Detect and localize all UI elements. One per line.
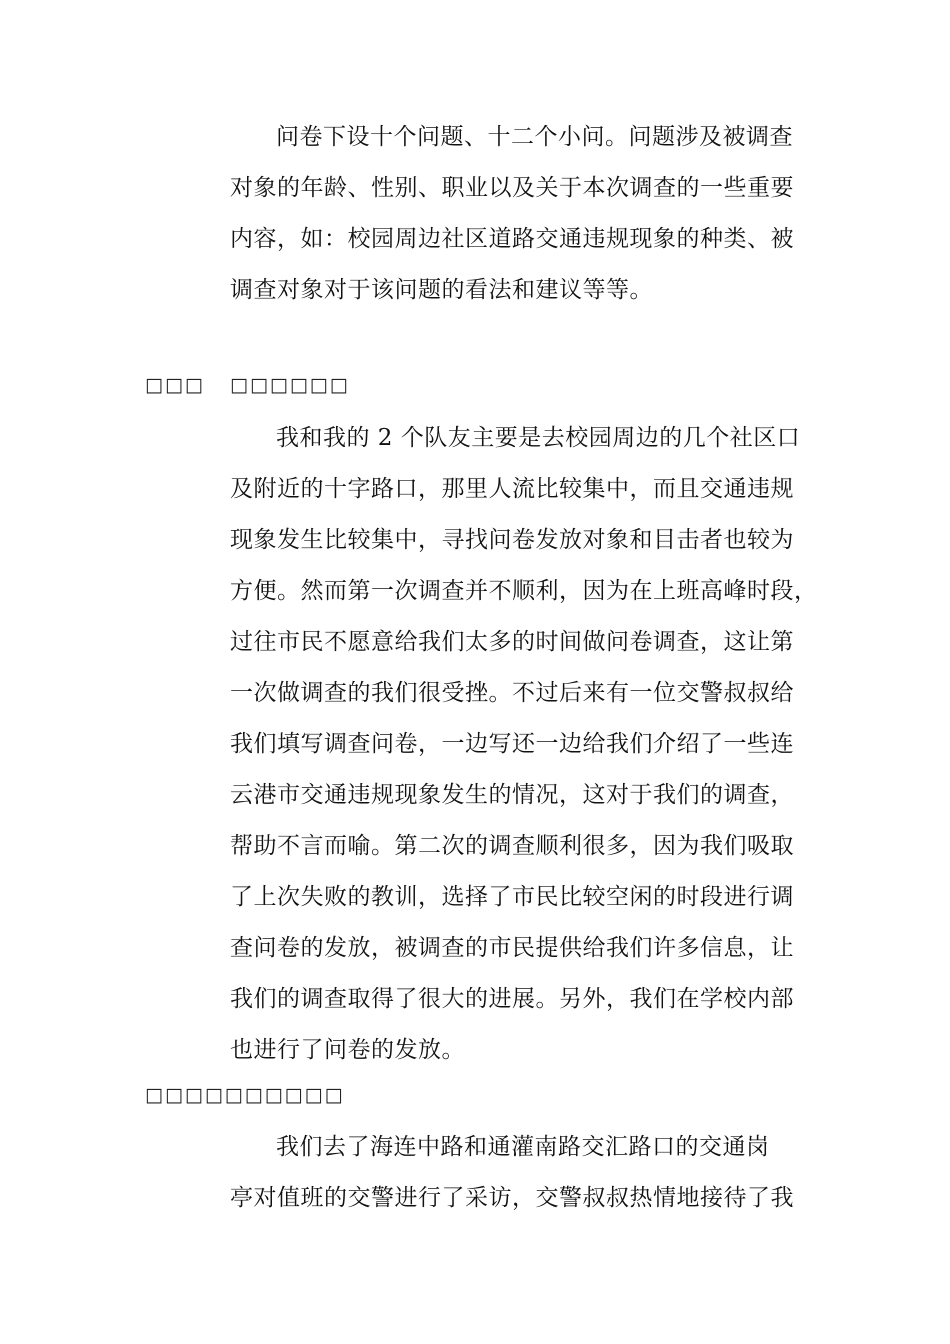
paragraph-line: 了上次失败的教训，选择了市民比较空闲的时段进行调 <box>230 884 794 910</box>
section-heading <box>145 373 350 397</box>
section-heading <box>145 1083 345 1107</box>
paragraph-line: 方便。然而第一次调查并不顺利，因为在上班高峰时段， <box>230 578 818 604</box>
paragraph-line: 调查对象对于该问题的看法和建议等等。 <box>230 277 653 303</box>
paragraph-line: 问卷下设十个问题、十二个小问。问题涉及被调查 <box>276 124 793 150</box>
paragraph-line: 对象的年龄、性别、职业以及关于本次调查的一些重要 <box>230 175 794 201</box>
section-heading-title: □□□□□□ <box>230 374 350 396</box>
paragraph-survey-process <box>230 413 818 1076</box>
section-heading-number: □□□ <box>145 374 205 396</box>
paragraph-line: 内容，如：校园周边社区道路交通违规现象的种类、被 <box>230 226 794 252</box>
paragraph-line: 查问卷的发放，被调查的市民提供给我们许多信息，让 <box>230 935 794 961</box>
paragraph-line: 一次做调查的我们很受挫。不过后来有一位交警叔叔给 <box>230 680 794 706</box>
paragraph-line: 过往市民不愿意给我们太多的时间做问卷调查，这让第 <box>230 629 794 655</box>
paragraph-interview <box>230 1122 810 1224</box>
paragraph-line: 我们填写调查问卷，一边写还一边给我们介绍了一些连 <box>230 731 794 757</box>
paragraph-line: 及附近的十字路口，那里人流比较集中，而且交通违规 <box>230 476 794 502</box>
paragraph-line: 也进行了问卷的发放。 <box>230 1037 465 1063</box>
paragraph-line: 现象发生比较集中，寻找问卷发放对象和目击者也较为 <box>230 527 794 553</box>
paragraph-line: 亭对值班的交警进行了采访，交警叔叔热情地接待了我 <box>230 1185 794 1211</box>
paragraph-line: 我们的调查取得了很大的进展。另外，我们在学校内部 <box>230 986 794 1012</box>
paragraph-line: 帮助不言而喻。第二次的调查顺利很多，因为我们吸取 <box>230 833 794 859</box>
paragraph-line: 我们去了海连中路和通灌南路交汇路口的交通岗 <box>276 1134 770 1160</box>
paragraph-line: 云港市交通违规现象发生的情况，这对于我们的调查， <box>230 782 794 808</box>
paragraph-line: 我和我的 2 个队友主要是去校园周边的几个社区口 <box>276 425 801 451</box>
paragraph-questionnaire-structure <box>230 112 810 316</box>
section-heading-title: □□□□□□□□□□ <box>145 1084 345 1106</box>
